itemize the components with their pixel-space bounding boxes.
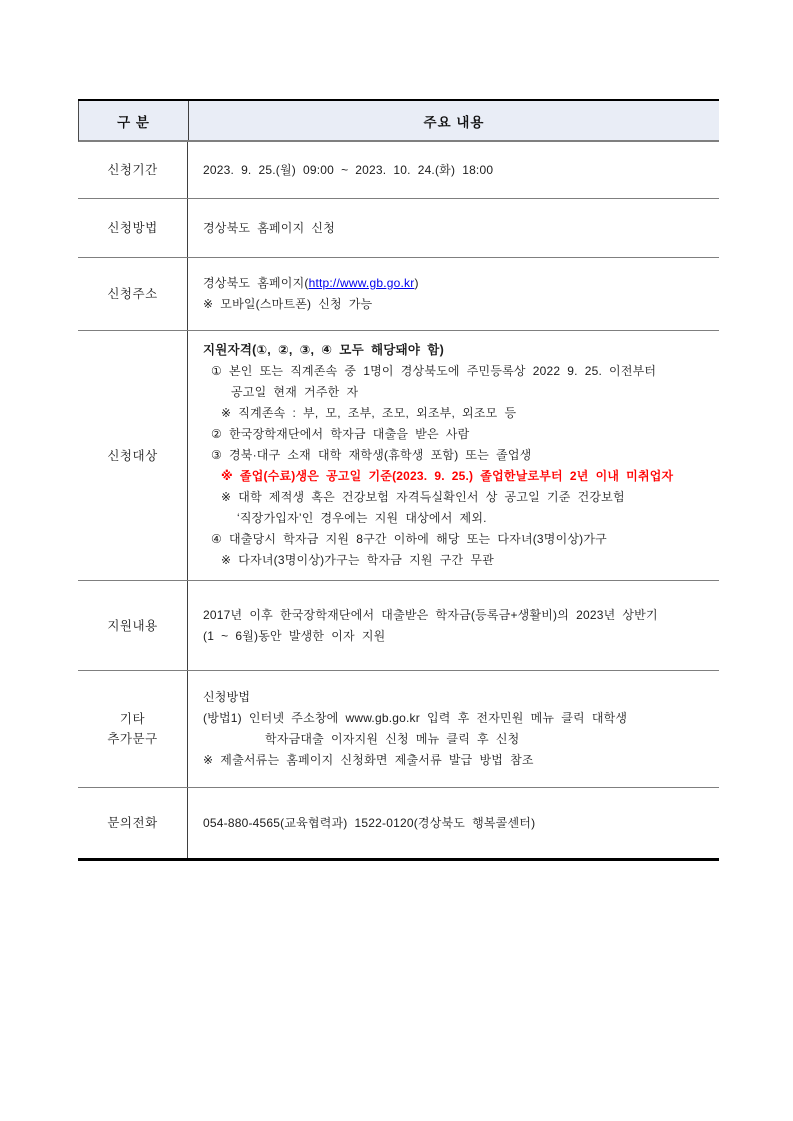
table-row-apply-period	[78, 142, 719, 199]
row-content-apply-period	[188, 142, 719, 198]
content-line	[203, 218, 713, 239]
notice-table	[78, 99, 719, 861]
row-content-lines	[203, 813, 713, 834]
row-label-text: 신청방법	[107, 221, 158, 235]
row-label-apply-period	[78, 142, 188, 198]
table-row-apply-method	[78, 199, 719, 258]
row-content-extra-note	[188, 671, 719, 787]
row-label-text: 추가문구	[107, 732, 158, 746]
text-segment: 신청방법	[203, 690, 251, 704]
table-row-contact-phone	[78, 788, 719, 858]
text-segment: ※ 제출서류는 홈페이지 신청화면 제출서류 발급 방법 참조	[203, 753, 534, 767]
row-label-support-content	[78, 581, 188, 670]
text-segment: ② 한국장학재단에서 학자금 대출을 받은 사람	[211, 427, 470, 441]
text-segment: 경상북도 홈페이지 신청	[203, 220, 335, 235]
content-line	[203, 382, 713, 403]
content-line	[203, 750, 713, 771]
row-label-text: 문의전화	[107, 816, 158, 830]
row-label-text: 기타	[119, 712, 146, 726]
content-line	[203, 273, 713, 294]
text-segment: 경상북도 홈페이지(	[203, 276, 309, 290]
content-line	[203, 687, 713, 708]
content-line	[203, 508, 713, 529]
highlight-red-text: ※ 졸업(수료)생은 공고일 기준(2023. 9. 25.) 졸업한날로부터 2년 이내 미취업자	[221, 469, 674, 483]
row-content-lines	[203, 605, 713, 647]
table-body	[78, 142, 719, 858]
row-content-lines	[203, 687, 713, 771]
row-label-apply-address	[78, 258, 188, 330]
text-segment: 공고일 현재 거주한 자	[231, 385, 359, 399]
table-row-extra-note	[78, 671, 719, 788]
row-content-lines	[203, 160, 713, 181]
content-line	[203, 550, 713, 571]
text-segment: ※ 대학 제적생 혹은 건강보험 자격득실확인서 상 공고일 기준 건강보험	[221, 490, 625, 504]
row-content-lines	[203, 218, 713, 239]
table-row-apply-address	[78, 258, 719, 331]
content-line	[203, 340, 713, 361]
table-row-support-content	[78, 581, 719, 671]
row-label-contact-phone	[78, 788, 188, 858]
text-segment: ‘직장가입자’인 경우에는 지원 대상에서 제외.	[237, 511, 487, 525]
content-line	[203, 626, 713, 647]
website-link[interactable]: http://www.gb.go.kr	[308, 276, 415, 290]
content-line	[203, 361, 713, 382]
content-line	[203, 445, 713, 466]
content-line	[203, 729, 713, 750]
text-segment: ※ 모바일(스마트폰) 신청 가능	[203, 297, 373, 311]
text-segment: ① 본인 또는 직계존속 중 1명이 경상북도에 주민등록상 2022 9. 25. 이전부터	[211, 364, 657, 378]
header-category-cell: 구 분	[79, 101, 189, 140]
content-line	[203, 813, 713, 834]
content-line	[203, 160, 713, 181]
text-segment: ※ 다자녀(3명이상)가구는 학자금 지원 구간 무관	[221, 553, 494, 567]
bold-text: 지원자격(①, ②, ③, ④ 모두 해당돼야 함)	[203, 343, 444, 357]
content-line	[203, 708, 713, 729]
text-segment: 2023. 9. 25.(월) 09:00 ~ 2023. 10. 24.(화) 18:00	[203, 162, 494, 177]
row-content-support-content	[188, 581, 719, 670]
content-line	[203, 294, 713, 315]
text-segment: ※ 직계존속 : 부, 모, 조부, 조모, 외조부, 외조모 등	[221, 406, 517, 420]
row-label-text: 지원내용	[107, 618, 158, 633]
table-row-apply-target	[78, 331, 719, 581]
text-segment: ③ 경북·대구 소재 대학 재학생(휴학생 포함) 또는 졸업생	[211, 448, 532, 462]
text-segment: 학자금대출 이자지원 신청 메뉴 클릭 후 신청	[265, 732, 520, 746]
content-line	[203, 466, 713, 487]
content-line	[203, 403, 713, 424]
text-segment: (1 ~ 6월)동안 발생한 이자 지원	[203, 628, 386, 643]
row-label-apply-method	[78, 199, 188, 257]
row-content-lines	[203, 340, 713, 571]
row-label-apply-target	[78, 331, 188, 580]
row-content-apply-method	[188, 199, 719, 257]
text-segment: (방법1) 인터넷 주소창에 www.gb.go.kr 입력 후 전자민원 메뉴 클릭 대학생	[203, 711, 628, 725]
row-label-text: 신청대상	[107, 448, 158, 463]
row-label-text: 신청주소	[107, 287, 158, 301]
row-content-apply-address	[188, 258, 719, 330]
row-content-contact-phone	[188, 788, 719, 858]
row-content-apply-target	[188, 331, 719, 580]
text-segment: )	[414, 276, 419, 290]
row-label-text: 신청기간	[107, 163, 158, 177]
content-line	[203, 529, 713, 550]
text-segment: 054-880-4565(교육협력과) 1522-0120(경상북도 행복콜센터)	[203, 815, 536, 830]
content-line	[203, 424, 713, 445]
header-main-content-cell: 주요 내용	[423, 114, 485, 130]
text-segment: 2017년 이후 한국장학재단에서 대출받은 학자금(등록금+생활비)의 2023년 상반기	[203, 607, 658, 622]
text-segment: ④ 대출당시 학자금 지원 8구간 이하에 해당 또는 다자녀(3명이상)가구	[211, 532, 607, 546]
row-content-lines	[203, 273, 713, 315]
content-line	[203, 605, 713, 626]
content-line	[203, 487, 713, 508]
table-header-row	[78, 101, 719, 142]
row-label-extra-note	[78, 671, 188, 787]
